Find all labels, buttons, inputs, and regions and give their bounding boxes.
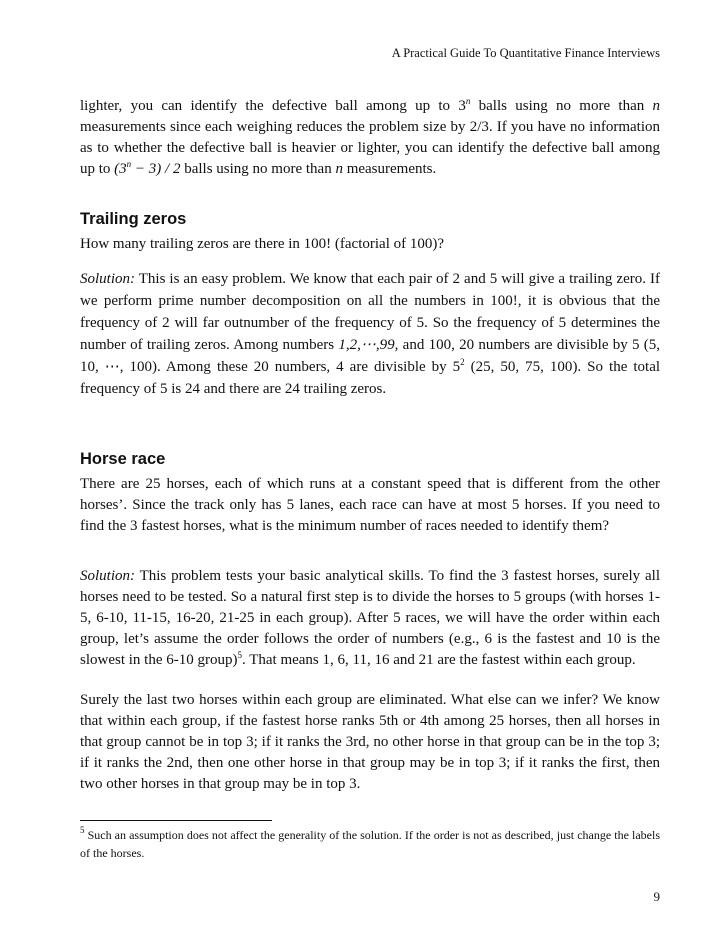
question-trailing-zeros: How many trailing zeros are there in 100! (factorial of 100)? (80, 236, 445, 252)
formula: 5, 10, ⋯, 100 (80, 337, 660, 375)
horse-race-paragraph-2: Surely the last two horses within each group are eliminated. What else can we infer? We know that within each group, if the fastest horse ranks 5th or 4th among 25 horses, then all horses in that group cannot be in top 3; if it ranks the 3rd, no other horse in that group can be in the top 3; if it ranks the 2nd, then one other horse in that group may be in top 3; if it ranks the first, then two other horses in that group may be in top 3. (80, 692, 660, 792)
solution-trailing-zeros (80, 268, 660, 400)
formula: 25, 50, 75, 100 (475, 359, 573, 375)
running-header: A Practical Guide To Quantitative Finance Interviews (391, 46, 660, 60)
formula: 1,2,⋯,99, (338, 337, 399, 353)
text-run: lighter, you can identify the defective ball among up to 3 (80, 98, 466, 114)
exponent: n (126, 159, 132, 169)
footnote (80, 826, 660, 862)
exponent: n (465, 96, 471, 106)
footnote-divider (80, 820, 272, 821)
formula-part: − 3) / 2 (131, 161, 181, 177)
page-number: 9 (653, 889, 660, 904)
text-run: balls using no more than (470, 98, 653, 114)
text-run: ). So the total frequency of 5 is 24 and there are 24 trailing zeros. (80, 359, 661, 397)
text-run: measurements. (342, 161, 437, 177)
footnote-mark: 5 (80, 825, 85, 835)
footnote-text: Such an assumption does not affect the generality of the solution. If the order is not as described, just change the labels of the horses. (80, 828, 660, 860)
formula-part: (3 (114, 161, 127, 177)
text-run: ( (464, 359, 476, 375)
text-run: . That means 1, 6, 11, 16 and 21 are the fastest within each group. (241, 652, 636, 668)
section-heading-trailing-zeros: Trailing zeros (80, 210, 187, 228)
question-horse-race: There are 25 horses, each of which runs at a constant speed that is different from the other horses’. Since the track only has 5 lanes, each race can have at most 5 horses. If you need to find the 3 fastest horses, what is the minimum number of races needed to identify them? (80, 476, 660, 534)
intro-paragraph (80, 96, 660, 180)
text-run: balls using no more than (180, 161, 336, 177)
text-run: This is an easy problem. We know that each pair of 2 and 5 will give a trailing zero. If we perform prime number decomposition on all the numbers in 100!, it is obvious that the frequency of 2 will far outnumber of the frequency of 5. So the frequency of 5 determines the number of trailing zeros. Among numbers (80, 271, 660, 353)
variable: n (652, 98, 660, 114)
text-run: measurements since each weighing reduces the problem size by 2/3. If you have no information as to whether the defective ball is heavier or lighter, you can identify the defective ball among up to (80, 119, 660, 177)
section-heading-horse-race: Horse race (80, 450, 166, 468)
solution-horse-race (80, 566, 660, 671)
variable: n (335, 161, 343, 177)
text-run: This problem tests your basic analytical skills. To find the 3 fastest horses, surely all horses need to be tested. So a natural first step is to divide the horses to 5 groups (with horses 1-5, 6-10, 11-15, 16-20, 21-25 in each group). After 5 races, we will have the order within each group, let’s assume the order follows the order of numbers (e.g., 6 is the fastest and 10 is the slowest in the 6-10 group) (80, 568, 660, 668)
solution-label: Solution: (80, 271, 135, 287)
text-run: ). Among these 20 numbers, 4 are divisible by 5 (152, 359, 461, 375)
solution-label: Solution: (80, 568, 135, 584)
text-run: and 100, 20 numbers are divisible by 5 ( (398, 337, 649, 353)
formula (114, 161, 180, 177)
footnote-reference[interactable]: 5 (237, 650, 242, 660)
exponent: 2 (460, 357, 465, 367)
